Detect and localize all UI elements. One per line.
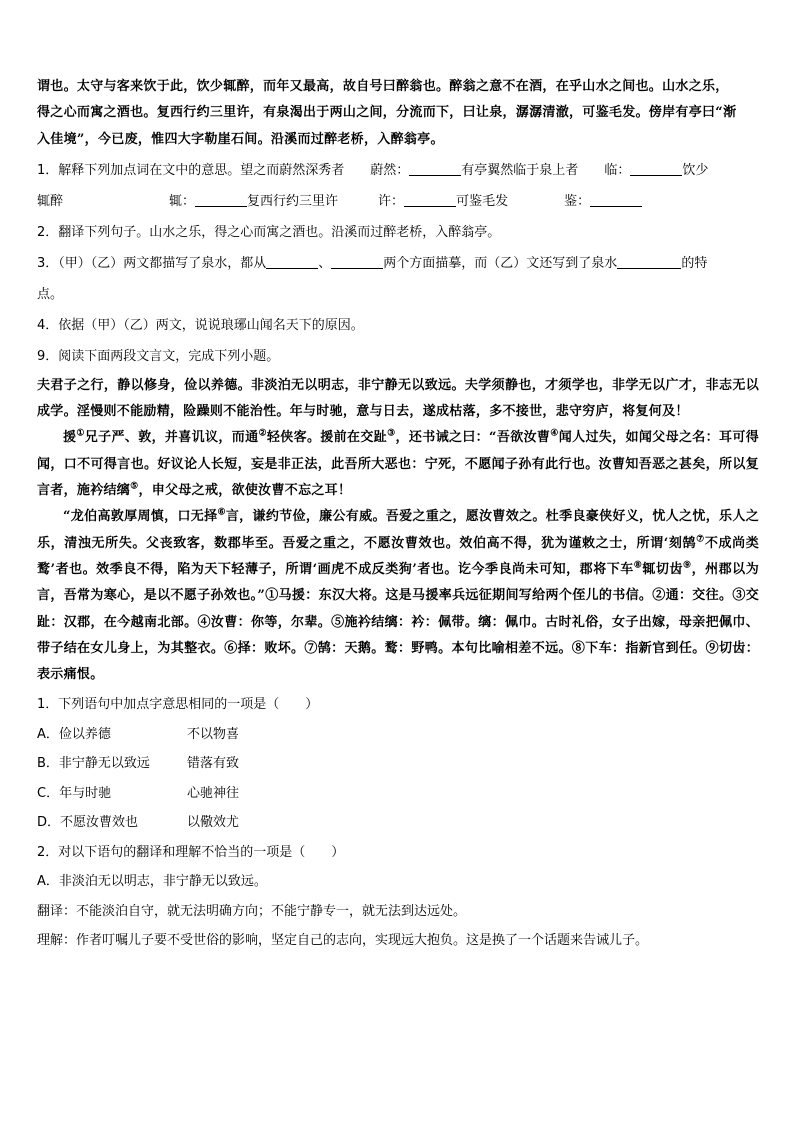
- question-1-line-2: 辄醉 辄： 复西行约三里许 许： 可鉴毛发 鉴：: [37, 186, 759, 217]
- footnote-marker: ⑤: [130, 481, 139, 492]
- footnote-marker: ②: [258, 429, 267, 440]
- question-1-line-1: 1．解释下列加点词在文中的意思。望之而蔚然深秀者 蔚然： 有亭翼然临于泉上者 临： 饮少: [37, 162, 709, 178]
- question-3: 3．（甲）（乙）两文都描写了泉水，都从 、 两个方面描摹，而（乙）文还写到了泉水 的特 点。: [37, 255, 708, 302]
- mc-question-2: [37, 838, 759, 956]
- footnote-marker: ⑥: [217, 508, 226, 519]
- footnote-marker: ⑧: [633, 560, 643, 571]
- passage-2-para-3: “龙伯高敦厚周慎，口无择⑥言，谦约节俭，廉公有威。吾爱之重之，愿汝曹效之。杜季良豪侠好义，忧人之忧，乐人之乐，清浊无所失。父丧致客，数郡毕至。吾爱之重之，不愿汝曹效也。效伯高不得，犹为谨敕之士，所谓‘刻鹄⑦不成尚类鹜’者也。效季良不得，陷为天下轻薄子，所谓‘画虎不成反类狗’者也。讫今季良尚未可知，郡将下车⑧辄切齿⑨，州郡以为言，吾常为寒心，是以不愿子孙效也。”①马援：东汉大将。这是马援率兵远征期间写给两个侄儿的书信。②通：交往。③交趾：汉郡，在今越南北部。④汝曹：你等，尔辈。⑤施衿结缡：衿：佩带。缡：佩巾。古时礼俗，女子出嫁，母亲把佩巾、带子结在女儿身上，为其整衣。⑥择：败坏。⑦鹄：天鹅。鹜：野鸭。本句比喻相差不远。⑧下车：指新官到任。⑨切齿：表示痛恨。: [37, 508, 760, 683]
- mc-option-a[interactable]: A．非淡泊无以明志，非宁静无以致远。: [37, 874, 267, 890]
- mc-question-1: [37, 690, 759, 838]
- question-2: 2．翻译下列句子。山水之乐，得之心而寓之酒也。沿溪而过醉老桥，入醉翁亭。: [37, 224, 501, 240]
- understanding-text: 理解：作者叮嘱儿子要不受世俗的影响，坚定自己的志向，实现远大抱负。这是换了一个话题来告诫儿子。: [37, 933, 649, 949]
- answer-blank[interactable]: [409, 162, 461, 176]
- translation-text: 翻译：不能淡泊自守，就无法明确方向；不能宁静专一，就无法到达远处。: [37, 903, 467, 919]
- mc-option-d[interactable]: D．不愿汝曹效也 以儆效尤: [37, 815, 240, 831]
- mc-option-b[interactable]: B．非宁静无以致远 错落有致: [37, 756, 240, 772]
- passage-line: 入佳境”，今已废，惟四大字勒崖石间。沿溪而过醉老桥，入醉翁亭。: [37, 131, 444, 147]
- mc-option-c[interactable]: C．年与时驰 心驰神往: [37, 785, 240, 801]
- footnote-marker: ⑦: [696, 534, 705, 545]
- answer-blank[interactable]: [630, 162, 682, 176]
- mc-question-1-stem: 1．下列语句中加点字意思相同的一项是（ ）: [37, 697, 319, 713]
- passage-2: [37, 373, 759, 689]
- footnote-marker: ①: [76, 429, 85, 440]
- answer-blank[interactable]: [331, 255, 383, 269]
- mc-question-2-stem: 2．对以下语句的翻译和理解不恰当的一项是（ ）: [37, 844, 345, 860]
- passage-yi-tail: [37, 74, 759, 153]
- passage-line: 得之心而寓之酒也。复西行约三里许，有泉渴出于两山之间，分流而下，曰让泉，潺潺清澈，可鉴毛发。傍岸有亭曰“渐: [37, 105, 737, 121]
- question-4: 4．依据（甲）（乙）两文，说说琅琊山闻名天下的原因。: [37, 317, 364, 333]
- footnote-marker: ⑨: [682, 560, 692, 571]
- passage-line: 谓也。太守与客来饮于此，饮少辄醉，而年又最高，故自号曰醉翁也。醉翁之意不在酒，在乎山水之间也。山水之乐，: [37, 79, 729, 94]
- answer-blank[interactable]: [617, 255, 681, 269]
- answer-blank[interactable]: [195, 193, 247, 207]
- answer-blank[interactable]: [266, 255, 318, 269]
- passage-2-para-1: 夫君子之行，静以修身，俭以养德。非淡泊无以明志，非宁静无以致远。夫学须静也，才须学也，非学无以广才，非志无以成学。淫慢则不能励精，险躁则不能治性。年与时驰，意与日去，遂成枯落，多不接世，悲守穷庐，将复何及！: [37, 377, 759, 420]
- footnote-marker: ④: [550, 429, 559, 440]
- question-1: [37, 155, 759, 217]
- passage-2-para-2: 援①兄子严、敦，并喜讥议，而通②轻侠客。援前在交趾③，还书诫之曰：“吾欲汝曹④闻人过失，如闻父母之名：耳可得闻，口不可得言也。好议论人长短，妄是非正法，此吾所大恶也：宁死，不愿闻子孙有此行也。汝曹知吾恶之甚矣，所以复言者，施衿结缡⑤，申父母之戒，欲使汝曹不忘之耳！: [37, 429, 760, 499]
- question-9: 9．阅读下面两段文言文，完成下列小题。: [37, 348, 280, 364]
- mc-option-a[interactable]: A．俭以养德 不以物喜: [37, 726, 240, 742]
- answer-blank[interactable]: [590, 193, 642, 207]
- footnote-marker: ③: [387, 429, 396, 440]
- answer-blank[interactable]: [404, 193, 456, 207]
- exam-page: [37, 74, 759, 956]
